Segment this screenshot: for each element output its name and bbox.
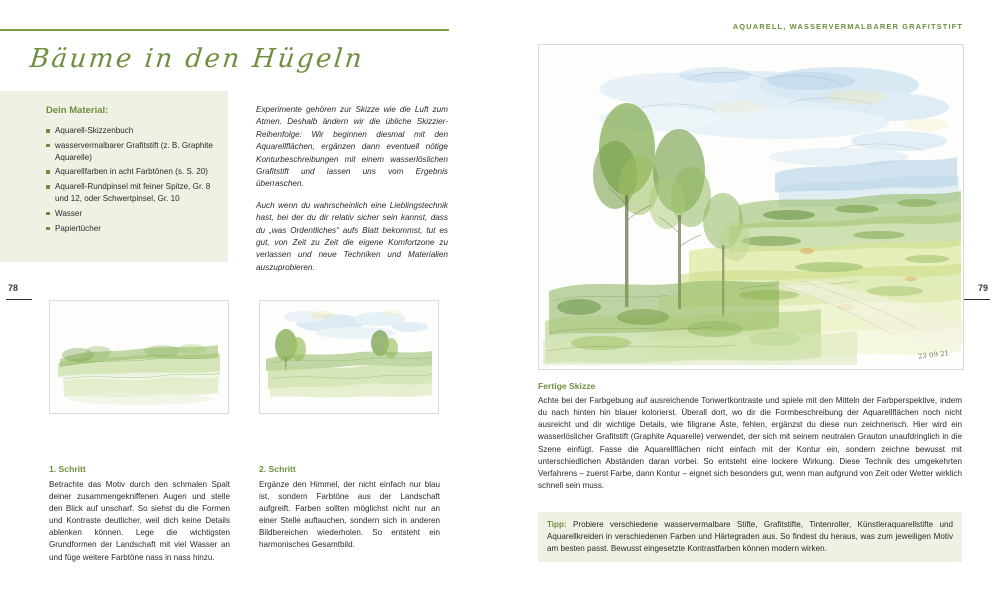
material-box	[0, 91, 228, 262]
running-head: AQUARELL, WASSERVERMALBARER GRAFITSTIFT	[732, 22, 963, 31]
list-item: wasservermalbarer Grafitstift (z. B. Graphite Aquarelle)	[46, 140, 214, 164]
list-item: Wasser	[46, 208, 214, 220]
step-2-image	[259, 300, 439, 414]
intro-paragraph: Experimente gehören zur Skizze wie die Luft zum Atmen. Deshalb ändern wir die übliche Skizzier-Reihenfolge: Wir beginnen diesmal mit den Aquarellflächen, ergänzen dann eventuell nötige Konturbeschreibungen mit einem wasserlöslichen Grafitstift und lassen uns vom Ergebnis überraschen.	[256, 105, 448, 189]
folio-left-rule	[6, 299, 32, 300]
watercolor-sketch-step2	[260, 301, 438, 413]
page-title: Bäume in den Hügeln	[28, 44, 366, 74]
step-1-body: Betrachte das Motiv durch den schmalen Spalt deiner zusammengekniffenen Augen und stelle den Blick auf unscharf. So siehst du die Formen und Kontraste deutlicher, weil dich keine Details ablenken können. Lege die wichtigsten Grundformen der Landschaft mit viel Wasser an und füge weitere Farbtöne nass in nass hinzu.	[49, 480, 230, 562]
watercolor-landscape-final	[539, 45, 963, 369]
intro-text	[256, 104, 448, 283]
watercolor-sketch-step1	[50, 301, 228, 413]
list-item: Aquarell-Rundpinsel mit feiner Spitze, Gr. 8 und 12, oder Schwertpinsel, Gr. 10	[46, 181, 214, 205]
step-1-image	[49, 300, 229, 414]
tip-label: Tipp:	[547, 520, 567, 529]
step-2-body: Ergänze den Himmel, der nicht einfach nur blau ist, sondern Farbtöne aus der Landschaft aufgreift. Farben sollten möglichst nicht nur an einer Stelle auftauchen, sondern sich in anderen Bildbereichen wiederholen. So entsteht ein harmonisches Gesamtbild.	[259, 480, 440, 550]
tip-box	[538, 512, 962, 562]
date-stamp: 23 09 21	[917, 348, 950, 361]
folio-right-rule	[964, 299, 990, 300]
list-item: Aquarell-Skizzenbuch	[46, 125, 214, 137]
final-sketch-image	[538, 44, 964, 370]
title-rule	[0, 29, 449, 31]
folio-right: 79	[977, 283, 988, 293]
material-heading: Dein Material:	[46, 105, 109, 116]
list-item: Papiertücher	[46, 223, 214, 235]
final-sketch-caption-body: Achte bei der Farbgebung auf ausreichende Tonwertkontraste und spiele mit den Mitteln der Farbperspektive, indem du nach hinten hin blauer kolorierst. Überall dort, wo dir die Formbeschreibung der Aquarellflächen noch nicht ausreicht und dir wichtige Details, wie filigrane Äste, fehlen, ergänzst du diese nun zeichnerisch. Hier wird ein wasserlöslicher Grafitstift (Graphite Aquarelle) verwendet, der sich mit seinem neutralen Grauton unaufdringlich in die Szene einfügt. Fasse die Aquarellflächen nicht einfach mit der Kontur ein, sondern zeichne bewusst mit unterschiedlichen Abständen daran vorbei. So entsteht eine lockere Wirkung. Diese Technik des umgekehrten Verfahrens – zuerst Farbe, dann Kontur – eignet sich besonders gut, wenn man aufgrund von Zeit oder Wetter wirklich schnell sein muss.	[538, 396, 962, 491]
step-2-heading: 2. Schritt	[259, 464, 296, 474]
final-sketch-caption-heading: Fertige Skizze	[538, 381, 596, 391]
folio-left: 78	[8, 283, 19, 293]
right-page	[498, 0, 996, 600]
intro-paragraph: Auch wenn du wahrscheinlich eine Lieblingstechnik hast, bei der du dir relativ sicher sein kannst, dass du „was Ordentliches“ aufs Blatt bekommst, tut es gut, von Zeit zu Zeit die eigene Komfortzone zu verlassen und neue Techniken und Materialien auszuprobieren.	[256, 200, 448, 272]
step-1-heading: 1. Schritt	[49, 464, 86, 474]
material-list	[46, 125, 214, 237]
list-item: Aquarellfarben in acht Farbtönen (s. S. 20)	[46, 166, 214, 178]
tip-body: Probiere verschiedene wasservermalbare Stifte, Grafitstifte, Tintenroller, Künstleraquarellstifte und Aquarellkreiden in verschiedenen Farben und Härtegraden aus. So findest du heraus, was zum jeweiligen Motiv am besten passt. Bewusst eingesetzte Kontrastfarben können modern wirken.	[547, 520, 953, 554]
tip-text	[547, 519, 953, 555]
